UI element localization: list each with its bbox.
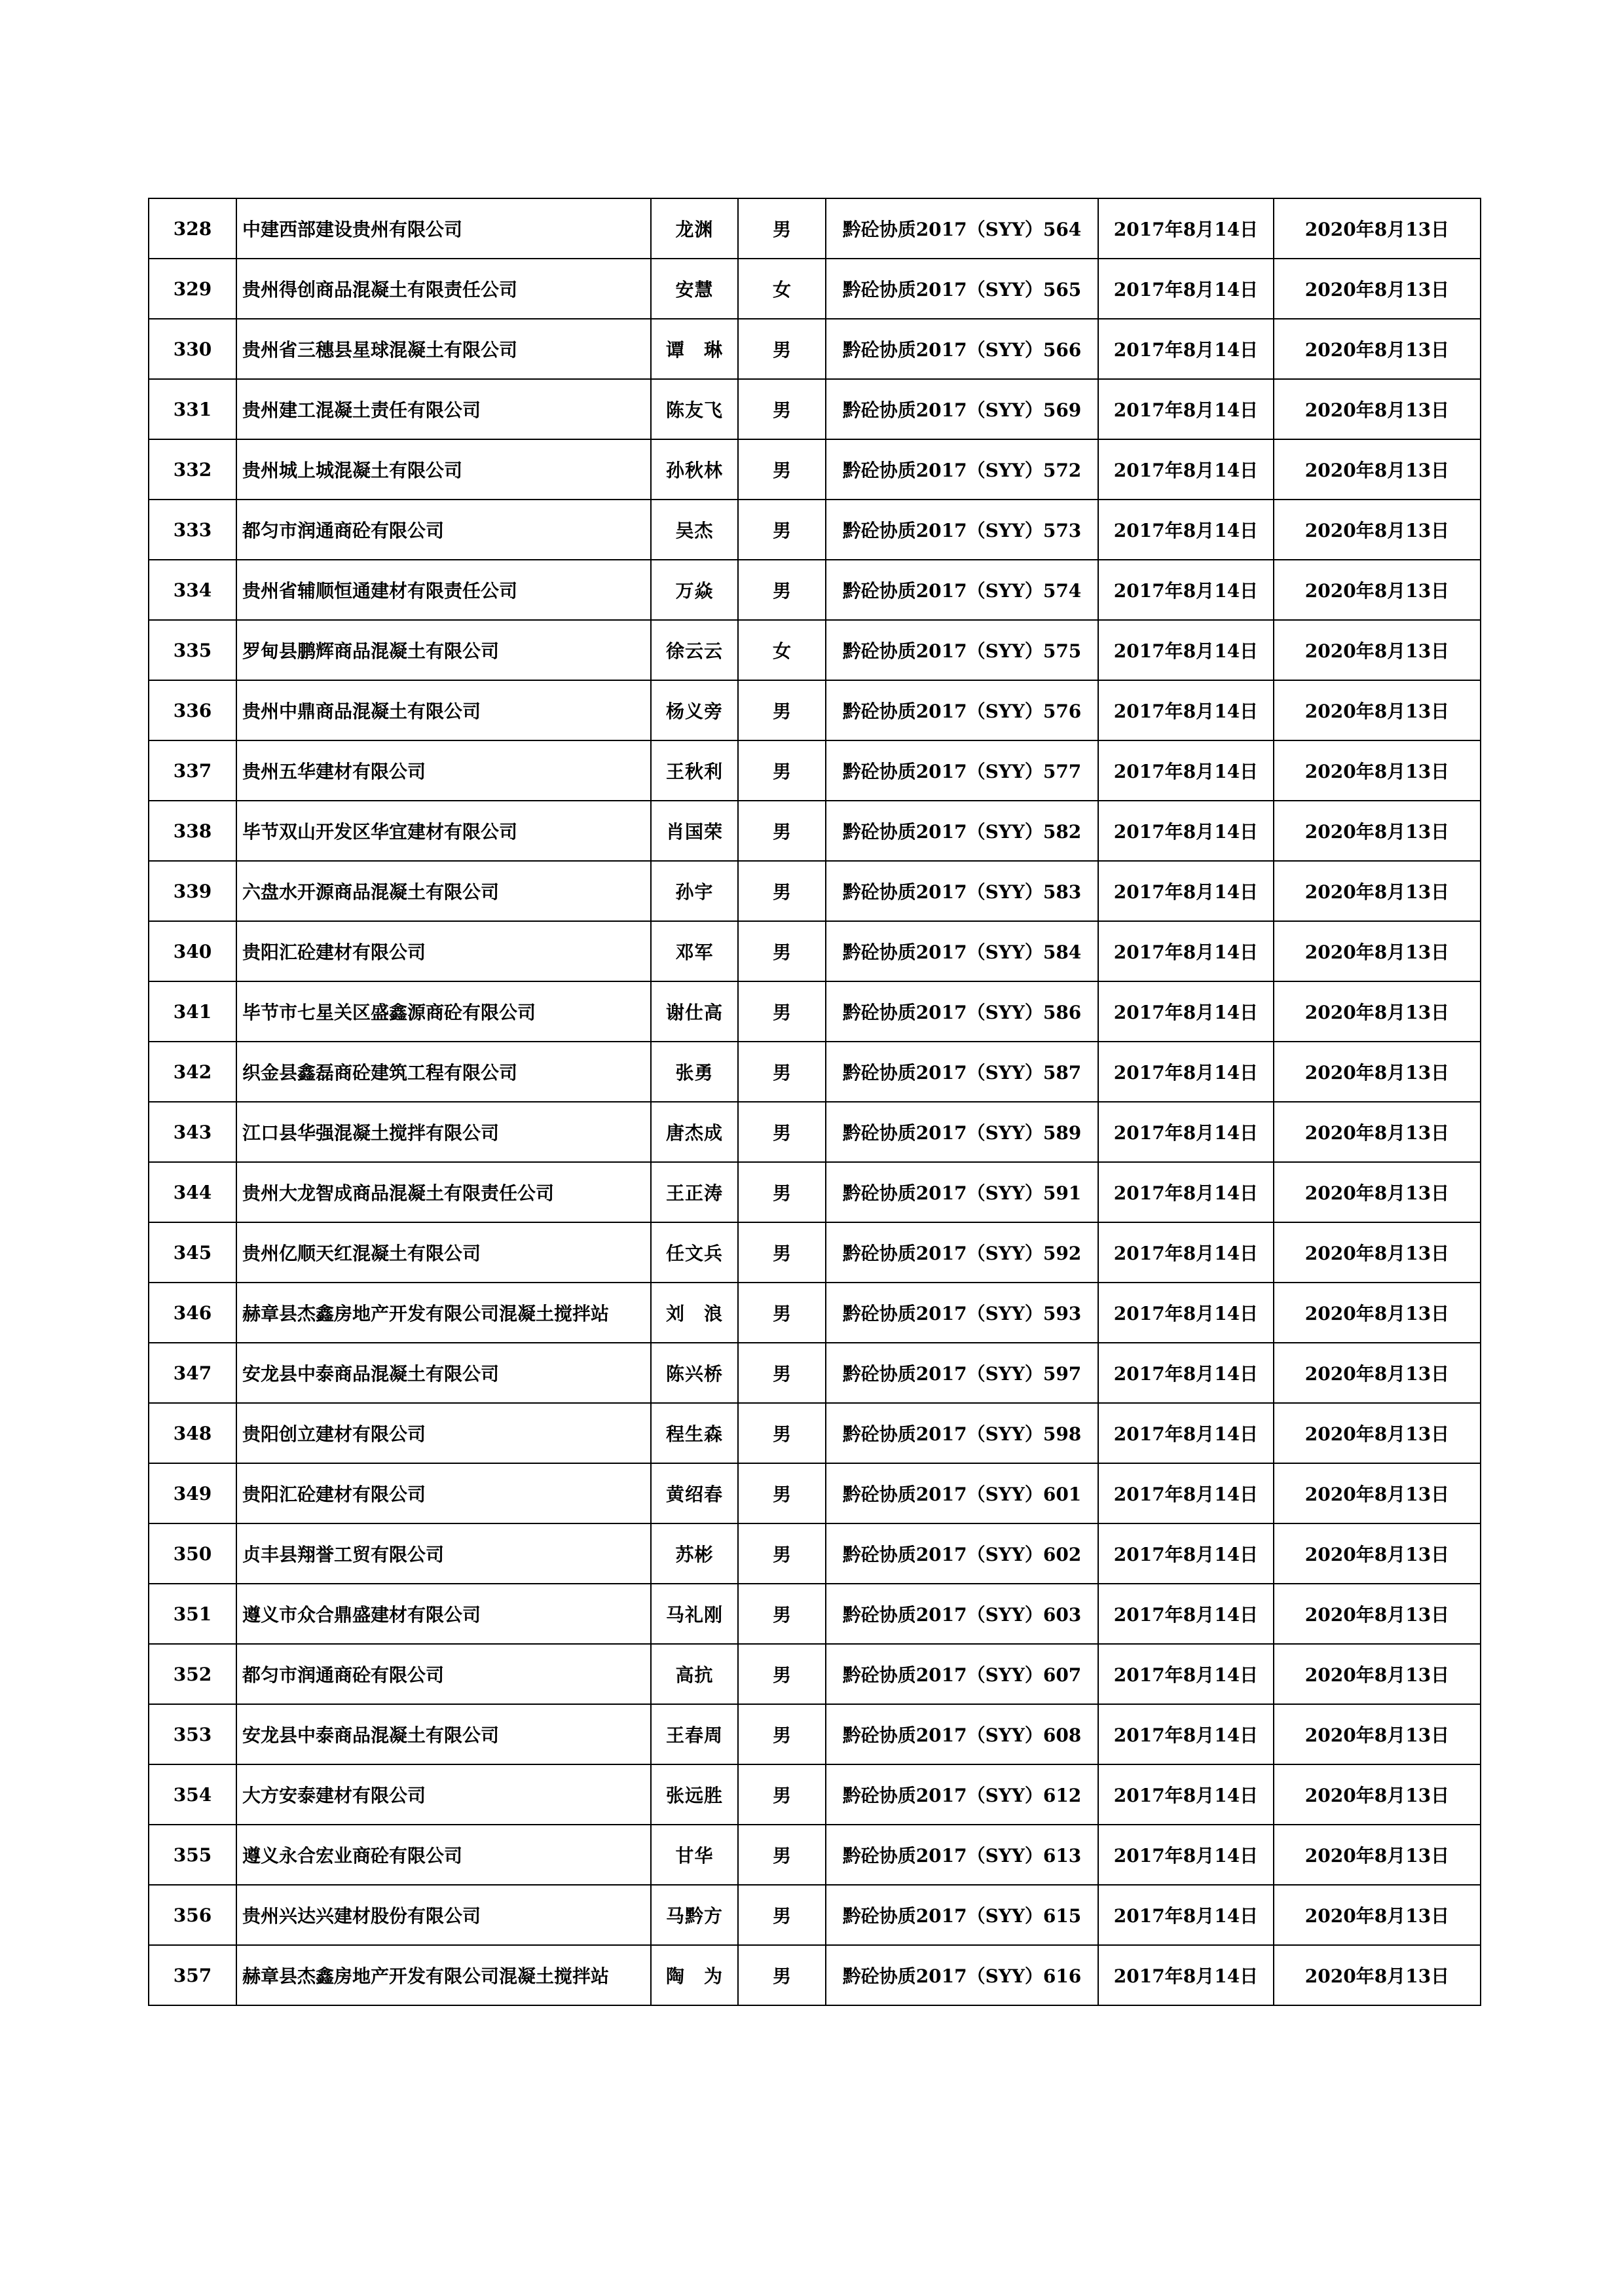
table-row: [149, 1584, 1481, 1644]
expiry-date: 2020年8月13日: [1274, 861, 1481, 921]
issue-date: 2017年8月14日: [1098, 1463, 1274, 1523]
company-name: 赫章县杰鑫房地产开发有限公司混凝土搅拌站: [236, 1283, 651, 1343]
table-row: [149, 680, 1481, 740]
row-number: 333: [149, 500, 236, 560]
expiry-date: 2020年8月13日: [1274, 1825, 1481, 1885]
row-number: 342: [149, 1042, 236, 1102]
table-row: [149, 801, 1481, 861]
gender: 男: [738, 1704, 826, 1764]
certificate-number: 黔砼协质2017（SYY）598: [826, 1403, 1098, 1463]
table-row: [149, 1222, 1481, 1283]
row-number: 346: [149, 1283, 236, 1343]
certificate-number: 黔砼协质2017（SYY）616: [826, 1945, 1098, 2005]
expiry-date: 2020年8月13日: [1274, 379, 1481, 439]
person-name: 张勇: [651, 1042, 738, 1102]
person-name: 苏彬: [651, 1523, 738, 1584]
person-name: 杨义旁: [651, 680, 738, 740]
gender: 男: [738, 1764, 826, 1825]
expiry-date: 2020年8月13日: [1274, 319, 1481, 379]
company-name: 贵州亿顺天红混凝土有限公司: [236, 1222, 651, 1283]
person-name: 陶 为: [651, 1945, 738, 2005]
company-name: 贵州省三穗县星球混凝土有限公司: [236, 319, 651, 379]
person-name: 徐云云: [651, 620, 738, 680]
company-name: 贵州得创商品混凝土有限责任公司: [236, 259, 651, 319]
row-number: 332: [149, 439, 236, 500]
issue-date: 2017年8月14日: [1098, 620, 1274, 680]
certificate-number: 黔砼协质2017（SYY）591: [826, 1162, 1098, 1222]
company-name: 贵州省辅顺恒通建材有限责任公司: [236, 560, 651, 620]
company-name: 贵阳汇砼建材有限公司: [236, 921, 651, 981]
table-row: [149, 1885, 1481, 1945]
certificate-number: 黔砼协质2017（SYY）589: [826, 1102, 1098, 1162]
certificate-number: 黔砼协质2017（SYY）582: [826, 801, 1098, 861]
issue-date: 2017年8月14日: [1098, 1042, 1274, 1102]
table-row: [149, 198, 1481, 259]
person-name: 吴杰: [651, 500, 738, 560]
issue-date: 2017年8月14日: [1098, 981, 1274, 1042]
row-number: 350: [149, 1523, 236, 1584]
issue-date: 2017年8月14日: [1098, 680, 1274, 740]
person-name: 王春周: [651, 1704, 738, 1764]
expiry-date: 2020年8月13日: [1274, 560, 1481, 620]
issue-date: 2017年8月14日: [1098, 1283, 1274, 1343]
person-name: 龙渊: [651, 198, 738, 259]
certificate-number: 黔砼协质2017（SYY）566: [826, 319, 1098, 379]
row-number: 330: [149, 319, 236, 379]
issue-date: 2017年8月14日: [1098, 1825, 1274, 1885]
row-number: 328: [149, 198, 236, 259]
gender: 女: [738, 620, 826, 680]
row-number: 351: [149, 1584, 236, 1644]
issue-date: 2017年8月14日: [1098, 1644, 1274, 1704]
issue-date: 2017年8月14日: [1098, 1162, 1274, 1222]
certificate-number: 黔砼协质2017（SYY）602: [826, 1523, 1098, 1584]
expiry-date: 2020年8月13日: [1274, 921, 1481, 981]
person-name: 唐杰成: [651, 1102, 738, 1162]
expiry-date: 2020年8月13日: [1274, 1463, 1481, 1523]
row-number: 329: [149, 259, 236, 319]
issue-date: 2017年8月14日: [1098, 1523, 1274, 1584]
person-name: 肖国荣: [651, 801, 738, 861]
table-row: [149, 1704, 1481, 1764]
gender: 男: [738, 1222, 826, 1283]
person-name: 谭 琳: [651, 319, 738, 379]
issue-date: 2017年8月14日: [1098, 379, 1274, 439]
certificate-number: 黔砼协质2017（SYY）608: [826, 1704, 1098, 1764]
expiry-date: 2020年8月13日: [1274, 1584, 1481, 1644]
person-name: 马礼刚: [651, 1584, 738, 1644]
expiry-date: 2020年8月13日: [1274, 1222, 1481, 1283]
row-number: 348: [149, 1403, 236, 1463]
table-body: [149, 198, 1481, 2005]
expiry-date: 2020年8月13日: [1274, 1102, 1481, 1162]
row-number: 356: [149, 1885, 236, 1945]
table-row: [149, 1283, 1481, 1343]
row-number: 334: [149, 560, 236, 620]
gender: 男: [738, 801, 826, 861]
table-row: [149, 379, 1481, 439]
gender: 男: [738, 1523, 826, 1584]
certificate-number: 黔砼协质2017（SYY）583: [826, 861, 1098, 921]
certificate-number: 黔砼协质2017（SYY）593: [826, 1283, 1098, 1343]
table-row: [149, 500, 1481, 560]
certificate-number: 黔砼协质2017（SYY）576: [826, 680, 1098, 740]
gender: 男: [738, 319, 826, 379]
row-number: 355: [149, 1825, 236, 1885]
expiry-date: 2020年8月13日: [1274, 1945, 1481, 2005]
gender: 男: [738, 1102, 826, 1162]
certificate-number: 黔砼协质2017（SYY）577: [826, 740, 1098, 801]
company-name: 贵州城上城混凝土有限公司: [236, 439, 651, 500]
gender: 男: [738, 1463, 826, 1523]
certificate-number: 黔砼协质2017（SYY）613: [826, 1825, 1098, 1885]
expiry-date: 2020年8月13日: [1274, 1764, 1481, 1825]
issue-date: 2017年8月14日: [1098, 861, 1274, 921]
expiry-date: 2020年8月13日: [1274, 620, 1481, 680]
person-name: 王秋利: [651, 740, 738, 801]
issue-date: 2017年8月14日: [1098, 740, 1274, 801]
company-name: 贵阳创立建材有限公司: [236, 1403, 651, 1463]
company-name: 六盘水开源商品混凝土有限公司: [236, 861, 651, 921]
certificate-number: 黔砼协质2017（SYY）607: [826, 1644, 1098, 1704]
company-name: 罗甸县鹏辉商品混凝土有限公司: [236, 620, 651, 680]
person-name: 黄绍春: [651, 1463, 738, 1523]
row-number: 349: [149, 1463, 236, 1523]
issue-date: 2017年8月14日: [1098, 439, 1274, 500]
person-name: 安慧: [651, 259, 738, 319]
certificate-number: 黔砼协质2017（SYY）569: [826, 379, 1098, 439]
expiry-date: 2020年8月13日: [1274, 1343, 1481, 1403]
issue-date: 2017年8月14日: [1098, 1704, 1274, 1764]
table-row: [149, 620, 1481, 680]
company-name: 贵州建工混凝土责任有限公司: [236, 379, 651, 439]
certificate-number: 黔砼协质2017（SYY）586: [826, 981, 1098, 1042]
row-number: 354: [149, 1764, 236, 1825]
issue-date: 2017年8月14日: [1098, 198, 1274, 259]
gender: 男: [738, 1343, 826, 1403]
issue-date: 2017年8月14日: [1098, 921, 1274, 981]
row-number: 352: [149, 1644, 236, 1704]
issue-date: 2017年8月14日: [1098, 1764, 1274, 1825]
company-name: 江口县华强混凝土搅拌有限公司: [236, 1102, 651, 1162]
certificate-number: 黔砼协质2017（SYY）564: [826, 198, 1098, 259]
expiry-date: 2020年8月13日: [1274, 1283, 1481, 1343]
person-name: 张远胜: [651, 1764, 738, 1825]
expiry-date: 2020年8月13日: [1274, 1523, 1481, 1584]
gender: 男: [738, 1644, 826, 1704]
person-name: 甘华: [651, 1825, 738, 1885]
gender: 男: [738, 921, 826, 981]
expiry-date: 2020年8月13日: [1274, 801, 1481, 861]
row-number: 339: [149, 861, 236, 921]
expiry-date: 2020年8月13日: [1274, 1042, 1481, 1102]
expiry-date: 2020年8月13日: [1274, 680, 1481, 740]
certificate-number: 黔砼协质2017（SYY）574: [826, 560, 1098, 620]
person-name: 陈兴桥: [651, 1343, 738, 1403]
gender: 男: [738, 1885, 826, 1945]
row-number: 340: [149, 921, 236, 981]
issue-date: 2017年8月14日: [1098, 1222, 1274, 1283]
certificate-number: 黔砼协质2017（SYY）612: [826, 1764, 1098, 1825]
gender: 男: [738, 861, 826, 921]
certificate-number: 黔砼协质2017（SYY）587: [826, 1042, 1098, 1102]
person-name: 程生森: [651, 1403, 738, 1463]
gender: 男: [738, 1042, 826, 1102]
company-name: 贵阳汇砼建材有限公司: [236, 1463, 651, 1523]
issue-date: 2017年8月14日: [1098, 801, 1274, 861]
person-name: 马黔方: [651, 1885, 738, 1945]
gender: 男: [738, 981, 826, 1042]
certificate-number: 黔砼协质2017（SYY）572: [826, 439, 1098, 500]
certificate-number: 黔砼协质2017（SYY）603: [826, 1584, 1098, 1644]
company-name: 都匀市润通商砼有限公司: [236, 1644, 651, 1704]
gender: 男: [738, 1584, 826, 1644]
person-name: 孙宇: [651, 861, 738, 921]
table-row: [149, 1945, 1481, 2005]
table-row: [149, 1102, 1481, 1162]
table-row: [149, 740, 1481, 801]
certificate-number: 黔砼协质2017（SYY）601: [826, 1463, 1098, 1523]
person-name: 任文兵: [651, 1222, 738, 1283]
gender: 男: [738, 1283, 826, 1343]
table-row: [149, 439, 1481, 500]
person-name: 谢仕高: [651, 981, 738, 1042]
table-row: [149, 1463, 1481, 1523]
row-number: 343: [149, 1102, 236, 1162]
company-name: 安龙县中泰商品混凝土有限公司: [236, 1704, 651, 1764]
issue-date: 2017年8月14日: [1098, 1403, 1274, 1463]
table-row: [149, 921, 1481, 981]
row-number: 345: [149, 1222, 236, 1283]
certificate-number: 黔砼协质2017（SYY）573: [826, 500, 1098, 560]
person-name: 刘 浪: [651, 1283, 738, 1343]
gender: 男: [738, 1825, 826, 1885]
gender: 男: [738, 1945, 826, 2005]
company-name: 中建西部建设贵州有限公司: [236, 198, 651, 259]
expiry-date: 2020年8月13日: [1274, 439, 1481, 500]
company-name: 贵州兴达兴建材股份有限公司: [236, 1885, 651, 1945]
person-name: 万焱: [651, 560, 738, 620]
company-name: 遵义永合宏业商砼有限公司: [236, 1825, 651, 1885]
gender: 男: [738, 1403, 826, 1463]
table-row: [149, 560, 1481, 620]
expiry-date: 2020年8月13日: [1274, 1644, 1481, 1704]
certificate-number: 黔砼协质2017（SYY）575: [826, 620, 1098, 680]
expiry-date: 2020年8月13日: [1274, 1704, 1481, 1764]
issue-date: 2017年8月14日: [1098, 1584, 1274, 1644]
expiry-date: 2020年8月13日: [1274, 981, 1481, 1042]
person-name: 陈友飞: [651, 379, 738, 439]
company-name: 贞丰县翔誉工贸有限公司: [236, 1523, 651, 1584]
gender: 男: [738, 560, 826, 620]
row-number: 336: [149, 680, 236, 740]
expiry-date: 2020年8月13日: [1274, 1885, 1481, 1945]
table-row: [149, 1042, 1481, 1102]
row-number: 338: [149, 801, 236, 861]
person-name: 邓军: [651, 921, 738, 981]
table-row: [149, 319, 1481, 379]
company-name: 都匀市润通商砼有限公司: [236, 500, 651, 560]
table-row: [149, 1523, 1481, 1584]
table-row: [149, 1825, 1481, 1885]
company-name: 贵州五华建材有限公司: [236, 740, 651, 801]
row-number: 347: [149, 1343, 236, 1403]
expiry-date: 2020年8月13日: [1274, 500, 1481, 560]
issue-date: 2017年8月14日: [1098, 500, 1274, 560]
person-name: 孙秋林: [651, 439, 738, 500]
gender: 男: [738, 740, 826, 801]
table-row: [149, 981, 1481, 1042]
expiry-date: 2020年8月13日: [1274, 1403, 1481, 1463]
table-row: [149, 1764, 1481, 1825]
person-name: 高抗: [651, 1644, 738, 1704]
company-name: 赫章县杰鑫房地产开发有限公司混凝土搅拌站: [236, 1945, 651, 2005]
company-name: 毕节市七星关区盛鑫源商砼有限公司: [236, 981, 651, 1042]
table-row: [149, 1162, 1481, 1222]
expiry-date: 2020年8月13日: [1274, 259, 1481, 319]
company-name: 遵义市众合鼎盛建材有限公司: [236, 1584, 651, 1644]
expiry-date: 2020年8月13日: [1274, 198, 1481, 259]
gender: 男: [738, 198, 826, 259]
row-number: 335: [149, 620, 236, 680]
expiry-date: 2020年8月13日: [1274, 740, 1481, 801]
table-row: [149, 259, 1481, 319]
gender: 男: [738, 680, 826, 740]
expiry-date: 2020年8月13日: [1274, 1162, 1481, 1222]
certificate-table: [148, 198, 1481, 2006]
table-row: [149, 1343, 1481, 1403]
company-name: 安龙县中泰商品混凝土有限公司: [236, 1343, 651, 1403]
issue-date: 2017年8月14日: [1098, 1945, 1274, 2005]
gender: 男: [738, 1162, 826, 1222]
company-name: 贵州大龙智成商品混凝土有限责任公司: [236, 1162, 651, 1222]
row-number: 353: [149, 1704, 236, 1764]
gender: 男: [738, 500, 826, 560]
row-number: 344: [149, 1162, 236, 1222]
certificate-number: 黔砼协质2017（SYY）592: [826, 1222, 1098, 1283]
row-number: 357: [149, 1945, 236, 2005]
gender: 男: [738, 439, 826, 500]
gender: 女: [738, 259, 826, 319]
table-row: [149, 861, 1481, 921]
person-name: 王正涛: [651, 1162, 738, 1222]
issue-date: 2017年8月14日: [1098, 1885, 1274, 1945]
issue-date: 2017年8月14日: [1098, 1102, 1274, 1162]
issue-date: 2017年8月14日: [1098, 1343, 1274, 1403]
certificate-number: 黔砼协质2017（SYY）584: [826, 921, 1098, 981]
company-name: 织金县鑫磊商砼建筑工程有限公司: [236, 1042, 651, 1102]
row-number: 331: [149, 379, 236, 439]
issue-date: 2017年8月14日: [1098, 319, 1274, 379]
issue-date: 2017年8月14日: [1098, 259, 1274, 319]
company-name: 大方安泰建材有限公司: [236, 1764, 651, 1825]
table-row: [149, 1644, 1481, 1704]
row-number: 341: [149, 981, 236, 1042]
table-row: [149, 1403, 1481, 1463]
row-number: 337: [149, 740, 236, 801]
certificate-number: 黔砼协质2017（SYY）597: [826, 1343, 1098, 1403]
company-name: 毕节双山开发区华宜建材有限公司: [236, 801, 651, 861]
certificate-number: 黔砼协质2017（SYY）565: [826, 259, 1098, 319]
gender: 男: [738, 379, 826, 439]
issue-date: 2017年8月14日: [1098, 560, 1274, 620]
company-name: 贵州中鼎商品混凝土有限公司: [236, 680, 651, 740]
certificate-number: 黔砼协质2017（SYY）615: [826, 1885, 1098, 1945]
